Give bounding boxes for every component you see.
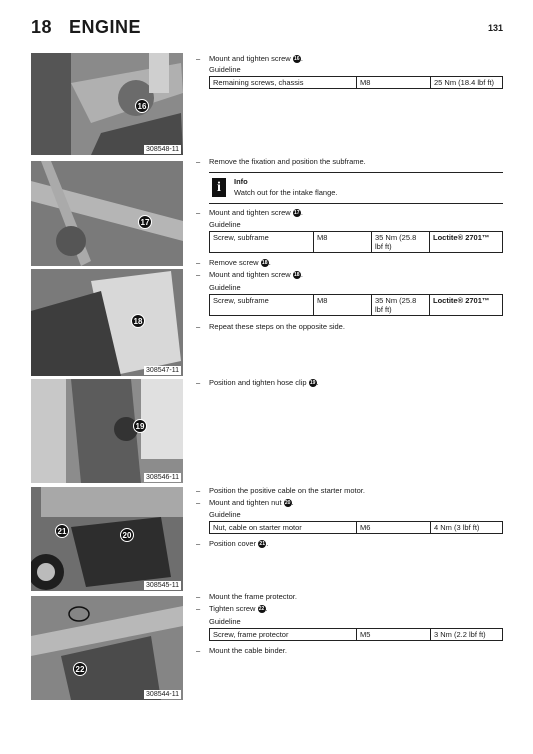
photo-308545-11-image (31, 487, 183, 591)
photo-308544-11 (31, 596, 183, 700)
step: – Position cover 21. (196, 539, 269, 548)
page-header (31, 17, 503, 39)
guideline-label: Guideline (209, 65, 241, 74)
callout-17: 17 (138, 215, 152, 229)
photo-id: 308546-11 (146, 474, 179, 481)
callout-16: 16 (135, 99, 149, 113)
step: – Repeat these steps on the opposite side. (196, 322, 345, 331)
step: – Remove the fixation and position the subframe. (196, 157, 366, 166)
table-row: Screw, subframe M8 35 Nm (25.8 lbf ft) Loctite® 2701™ (210, 295, 503, 316)
photo-id: 308544-11 (146, 691, 179, 698)
photo-id: 308545-11 (146, 582, 179, 589)
step: – Mount the frame protector. (196, 592, 297, 601)
guideline-label: Guideline (209, 617, 241, 626)
step: – Mount the cable binder. (196, 646, 287, 655)
callout-20: 20 (120, 528, 134, 542)
table-row: Screw, frame protector M5 3 Nm (2.2 lbf ft) (210, 629, 503, 641)
callout-ref-20: 20 (284, 500, 291, 507)
callout-19: 19 (133, 419, 147, 433)
photo-308545-11 (31, 487, 183, 591)
step: – Position the positive cable on the starter motor. (196, 486, 365, 495)
step: – Mount and tighten screw 16. (196, 54, 303, 63)
guideline-table (209, 294, 503, 316)
step: – Tighten screw 22. (196, 604, 268, 613)
guideline-table (209, 521, 503, 534)
table-row: Remaining screws, chassis M8 25 Nm (18.4 lbf ft) (210, 77, 503, 89)
photo-308547-11-image (31, 161, 183, 376)
callout-ref-18: 18 (261, 260, 268, 267)
chapter-number: 18 (31, 17, 53, 37)
callout-18: 18 (131, 314, 145, 328)
callout-ref-21: 21 (259, 541, 265, 548)
photo-id: 308548-11 (146, 146, 179, 153)
callout-ref-19: 19 (309, 380, 316, 387)
info-box (209, 172, 503, 204)
photo-308546-11 (31, 379, 183, 483)
callout-ref-17: 17 (294, 210, 300, 217)
step: – Mount and tighten screw 17. (196, 208, 303, 217)
step: – Mount and tighten nut 20. (196, 498, 294, 507)
guideline-label: Guideline (209, 220, 241, 229)
info-heading: Info (234, 177, 248, 186)
info-text: Watch out for the intake flange. (234, 188, 338, 197)
photo-308544-11-image (31, 596, 183, 700)
photo-308548-11 (31, 53, 183, 155)
info-icon: i (212, 178, 226, 197)
page-number: 131 (487, 23, 503, 33)
step: – Mount and tighten screw 18. (196, 270, 303, 279)
callout-ref-18: 18 (294, 272, 300, 279)
step: – Remove screw 18. (196, 258, 271, 267)
callout-22: 22 (73, 662, 87, 676)
chapter-title: ENGINE (69, 17, 142, 37)
table-row: Nut, cable on starter motor M6 4 Nm (3 lbf ft) (210, 522, 503, 534)
guideline-label: Guideline (209, 283, 241, 292)
photo-308547-11 (31, 161, 183, 376)
photo-id: 308547-11 (146, 367, 179, 374)
step: – Position and tighten hose clip 19. (196, 378, 319, 387)
guideline-label: Guideline (209, 510, 241, 519)
photo-308546-11-image (31, 379, 183, 483)
callout-21: 21 (55, 524, 69, 538)
table-row: Screw, subframe M8 35 Nm (25.8 lbf ft) Loctite® 2701™ (210, 232, 503, 253)
callout-ref-16: 16 (294, 56, 300, 63)
photo-308548-11-image (31, 53, 183, 155)
guideline-table (209, 628, 503, 641)
callout-ref-22: 22 (258, 606, 265, 613)
guideline-table (209, 76, 503, 89)
guideline-table (209, 231, 503, 253)
